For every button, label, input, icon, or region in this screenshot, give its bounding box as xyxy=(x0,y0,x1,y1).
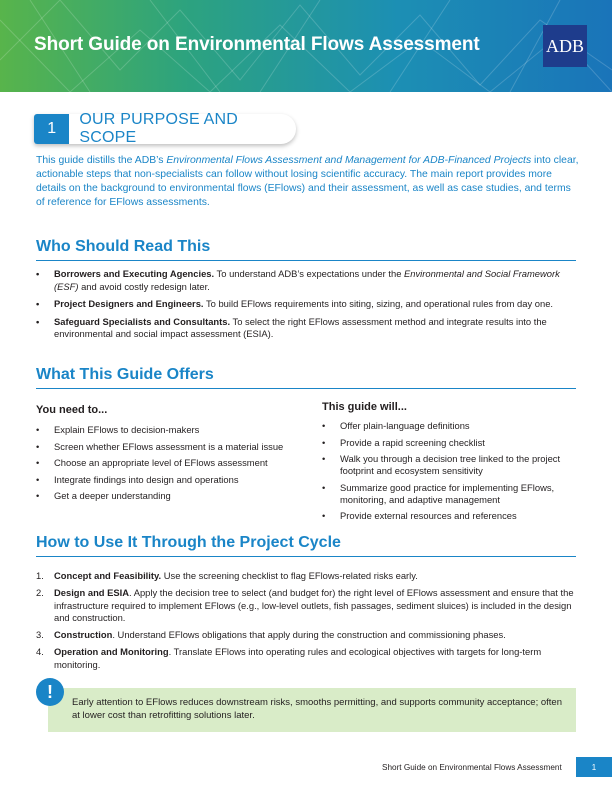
step-title: Operation and Monitoring xyxy=(54,646,169,657)
step-text: . Apply the decision tree to select (and budget for) the right level of EFlows assessment and ensure that the infrastructure required to implement EFlows (e.g., low-level outlets, fish passages, sediment sluices) is included in the design and construction. xyxy=(54,587,574,623)
list-item: • Choose an appropriate level of EFlows assessment xyxy=(36,457,306,469)
intro-text-start: This guide distills the ADB’s xyxy=(36,155,167,166)
list-item: • Explain EFlows to decision-makers xyxy=(36,424,306,436)
list-item: • Provide a rapid screening checklist xyxy=(322,437,578,449)
document-title: Short Guide on Environmental Flows Assessment xyxy=(34,34,480,55)
cycle-heading: How to Use It Through the Project Cycle xyxy=(36,534,576,557)
step-number: 3. xyxy=(36,629,44,640)
item-text: To build EFlows requirements into siting, sizing, and operational rules from day one. xyxy=(203,298,554,309)
offers-list xyxy=(322,420,578,527)
guide-will-heading: This guide will... xyxy=(322,401,407,413)
step-number: 1. xyxy=(36,570,44,581)
step-number: 2. xyxy=(36,587,44,598)
step-text: . Translate EFlows into operating rules and ecological objectives with targets for long-term monitoring. xyxy=(54,646,542,670)
item-text: To understand ADB’s expectations under the xyxy=(214,268,405,279)
list-item xyxy=(36,316,576,341)
list-item xyxy=(36,268,576,293)
exclamation-icon: ! xyxy=(36,678,64,706)
list-item: • Walk you through a decision tree linked to the project footprint and ecosystem sensitivity xyxy=(322,453,578,477)
offers-heading: What This Guide Offers xyxy=(36,366,576,389)
adb-logo: ADB xyxy=(543,25,587,67)
who-heading: Who Should Read This xyxy=(36,238,576,261)
section-heading-tab xyxy=(34,111,296,146)
intro-paragraph xyxy=(36,154,580,210)
list-item: • Integrate findings into design and operations xyxy=(36,474,306,486)
section-number: 1 xyxy=(34,114,69,144)
audience-list xyxy=(36,268,576,346)
list-item xyxy=(36,587,576,625)
list-item: • Summarize good practice for implementing EFlows, monitoring, and adaptive management xyxy=(322,482,578,506)
list-item: • Screen whether EFlows assessment is a material issue xyxy=(36,441,306,453)
step-title: Construction xyxy=(54,629,113,640)
list-item: • Offer plain-language definitions xyxy=(322,420,578,432)
callout-box: Early attention to EFlows reduces downstream risks, smooths permitting, and supports community acceptance; often at lower cost than retrofitting solutions later. xyxy=(48,688,576,732)
list-item: • Provide external resources and references xyxy=(322,510,578,522)
item-title: Safeguard Specialists and Consultants. xyxy=(54,315,231,327)
footer-title: Short Guide on Environmental Flows Assessment xyxy=(382,763,562,772)
step-text: . Understand EFlows obligations that apply during the construction and commissioning phases. xyxy=(112,629,506,640)
list-item xyxy=(36,570,576,583)
item-title: Project Designers and Engineers. xyxy=(54,298,204,309)
section-title: OUR PURPOSE AND SCOPE xyxy=(79,111,238,146)
page-number: 1 xyxy=(576,757,612,777)
step-title: Design and ESIA xyxy=(54,587,130,598)
item-text: To select the right EFlows assessment method and integrate results into the environmental and social impact assessment (ESIA). xyxy=(54,315,547,339)
intro-text-end: into clear, actionable steps that non-specialists can follow without losing scientific accuracy. The main report provides more details on the background to environmental flows (EFlows) and their assessment, as well as case studies, and terms of reference for EFlows assessments. xyxy=(36,155,579,208)
intro-report-title: Environmental Flows Assessment and Management for ADB-Financed Projects xyxy=(166,155,532,166)
project-cycle-steps xyxy=(36,570,576,676)
list-item xyxy=(36,629,576,642)
list-item xyxy=(36,646,576,671)
item-italic: Environmental and Social Framework (ESF) xyxy=(54,268,560,292)
needs-list xyxy=(36,424,306,507)
item-title: Borrowers and Executing Agencies. xyxy=(54,268,215,279)
list-item xyxy=(36,298,576,311)
header-banner xyxy=(0,0,612,92)
step-title: Concept and Feasibility. xyxy=(54,570,162,581)
step-text: Use the screening checklist to flag EFlows-related risks early. xyxy=(161,570,418,581)
you-need-heading: You need to... xyxy=(36,404,108,416)
item-text: and avoid costly redesign later. xyxy=(78,280,210,292)
list-item: • Get a deeper understanding xyxy=(36,490,306,502)
step-number: 4. xyxy=(36,646,44,657)
